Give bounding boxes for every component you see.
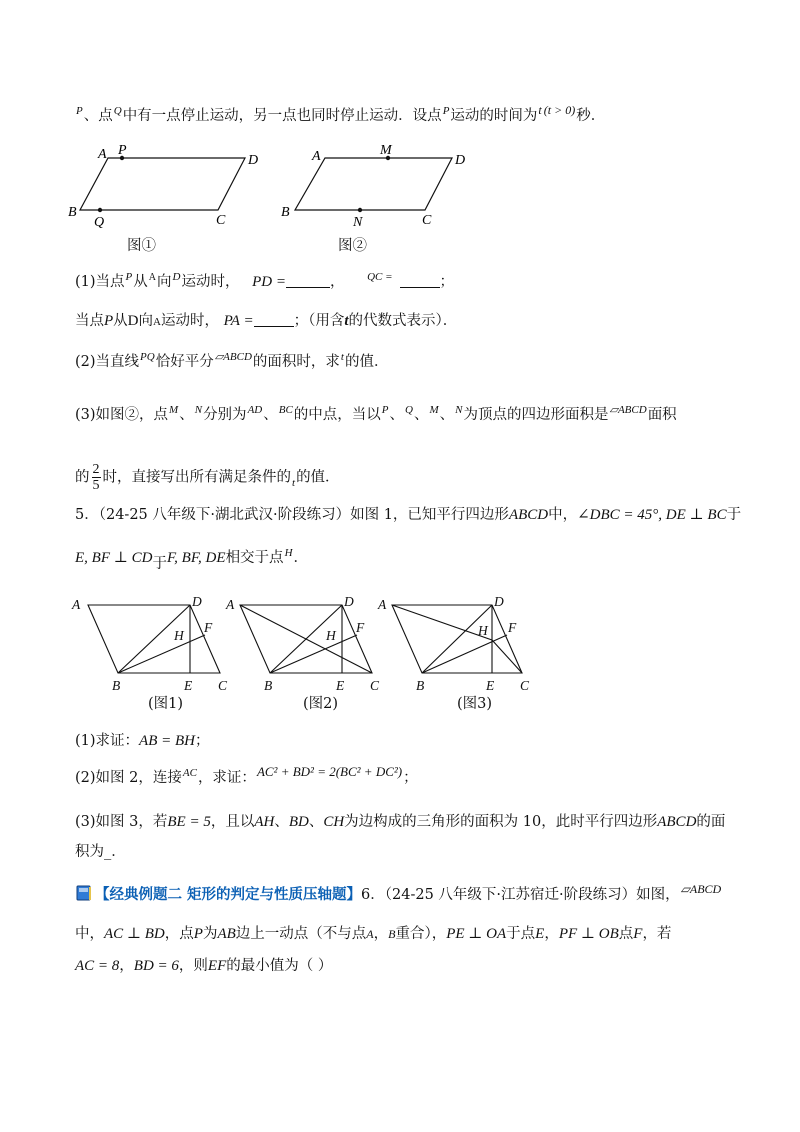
point-p: P: [76, 105, 83, 117]
figure-1-caption: 图①: [127, 238, 156, 254]
question-1: (1)当点$^P$从$^A$向$^D$运动时， PD = ， $^{QC =}$ ；: [75, 271, 455, 290]
svg-text:A: A: [378, 597, 387, 612]
figure-1: [68, 143, 258, 230]
svg-text:D: D: [344, 594, 354, 609]
label-b: B: [68, 205, 77, 220]
label-d: D: [455, 153, 466, 168]
label-a: A: [98, 147, 107, 162]
svg-text:H: H: [326, 628, 336, 643]
figure-parallelograms-1-2: [60, 140, 480, 240]
svg-text:B: B: [416, 678, 425, 693]
svg-text:A: A: [226, 597, 235, 612]
label-c: C: [216, 213, 226, 228]
question-2: (2)当直线$^{PQ}$恰好平分$^{▱ABCD}$的面积时，求$^t$的值．: [75, 351, 389, 370]
label-d: D: [248, 153, 259, 168]
book-icon: [75, 884, 93, 902]
label-m: M: [380, 143, 392, 158]
label-q: Q: [94, 215, 105, 230]
fraction-two-fifths: $\frac{2}{5}$: [92, 462, 100, 493]
svg-text:C: C: [218, 678, 228, 693]
subquestion-2: (2)如图 2，连接$^{AC}$，求证：AC² + BD² = 2(BC² + DC²)；: [75, 764, 418, 786]
problem-5b: E, BF ⊥ CD于F, BF, DE相交于点$^H$．: [75, 547, 309, 572]
svg-text:C: C: [520, 678, 530, 693]
svg-text:H: H: [174, 628, 184, 643]
point-p: P: [442, 105, 450, 117]
section-tag: 【经典例题二 矩形的判定与性质压轴题】: [95, 886, 362, 903]
problem-6c: AC = 8，BD = 6，则EF的最小值为（ ）: [75, 958, 333, 974]
svg-text:F: F: [356, 620, 365, 635]
subquestion-3b: 积为_．: [75, 844, 126, 860]
intro-line: $^P$、点$^Q$中有一点停止运动，另一点也同时停止运动．设点$^P$运动的时间为$^t$ $^{(t > 0)}$秒．: [76, 103, 606, 124]
svg-text:B: B: [112, 678, 121, 693]
question-3: (3)如图②，点$^M$、$^N$分别为$^{AD}$、$^{BC}$的中点，当以$^P$、$^Q$、$^M$、$^N$为顶点的四边形面积是$^{▱ABCD}$面积: [75, 404, 677, 423]
figure-2-caption: 图②: [338, 238, 367, 254]
label-c: C: [422, 213, 432, 228]
svg-text:D: D: [494, 594, 504, 609]
question-3b: 的 $\frac{2}{5}$ 时，直接写出所有满足条件的$_t$的值．: [75, 462, 340, 493]
answer-blank[interactable]: [286, 273, 330, 288]
point-q: Q: [113, 105, 122, 117]
label-p: P: [118, 143, 127, 158]
svg-text:E: E: [184, 678, 193, 693]
answer-blank[interactable]: [254, 312, 294, 327]
problem-6b: 中，AC ⊥ BD，点P为AB边上一动点（不与点A，B重合），PE ⊥ OA于点E，PF ⊥ OB点F，若: [75, 926, 672, 942]
label-a: A: [312, 149, 321, 164]
question-1b: 当点P从D向A运动时， PA = ；（用含t的代数式表示）．: [75, 313, 458, 329]
problem-6: 【经典例题二 矩形的判定与性质压轴题】6．（24-25 八年级下·江苏宿迁·阶段练习）如图，$^{▱ABCD}$: [75, 884, 722, 905]
svg-text:F: F: [204, 620, 213, 635]
figure-2: [281, 143, 465, 230]
svg-text:B: B: [264, 678, 273, 693]
svg-text:H: H: [478, 623, 488, 638]
subquestion-3: (3)如图 3，若BE = 5，且以AH、BD、CH为边构成的三角形的面积为 10，此时平行四边形ABCD的面: [75, 814, 726, 830]
answer-blank[interactable]: [400, 273, 440, 288]
figure-5-3: [392, 605, 522, 673]
problem-5: 5．（24-25 八年级下·湖北武汉·阶段练习）如图 1，已知平行四边形ABCD中，∠DBC = 45°, DE ⊥ BC于: [75, 507, 742, 523]
svg-text:F: F: [508, 620, 517, 635]
svg-text:C: C: [370, 678, 380, 693]
svg-text:D: D: [192, 594, 202, 609]
figure-5-1: [88, 605, 220, 673]
svg-text:A: A: [72, 597, 81, 612]
figure-5-2-caption: (图2): [303, 696, 339, 712]
subquestion-1: (1)求证：AB = BH；: [75, 733, 210, 749]
figure-5-1-caption: (图1): [148, 696, 184, 712]
label-n: N: [353, 215, 363, 230]
svg-text:E: E: [486, 678, 495, 693]
time-var: t: [538, 103, 542, 117]
figure-5-2: [240, 605, 372, 673]
label-b: B: [281, 205, 290, 220]
svg-text:E: E: [336, 678, 345, 693]
figure-5-3-caption: (图3): [457, 696, 493, 712]
time-condition: (t > 0): [543, 103, 576, 117]
